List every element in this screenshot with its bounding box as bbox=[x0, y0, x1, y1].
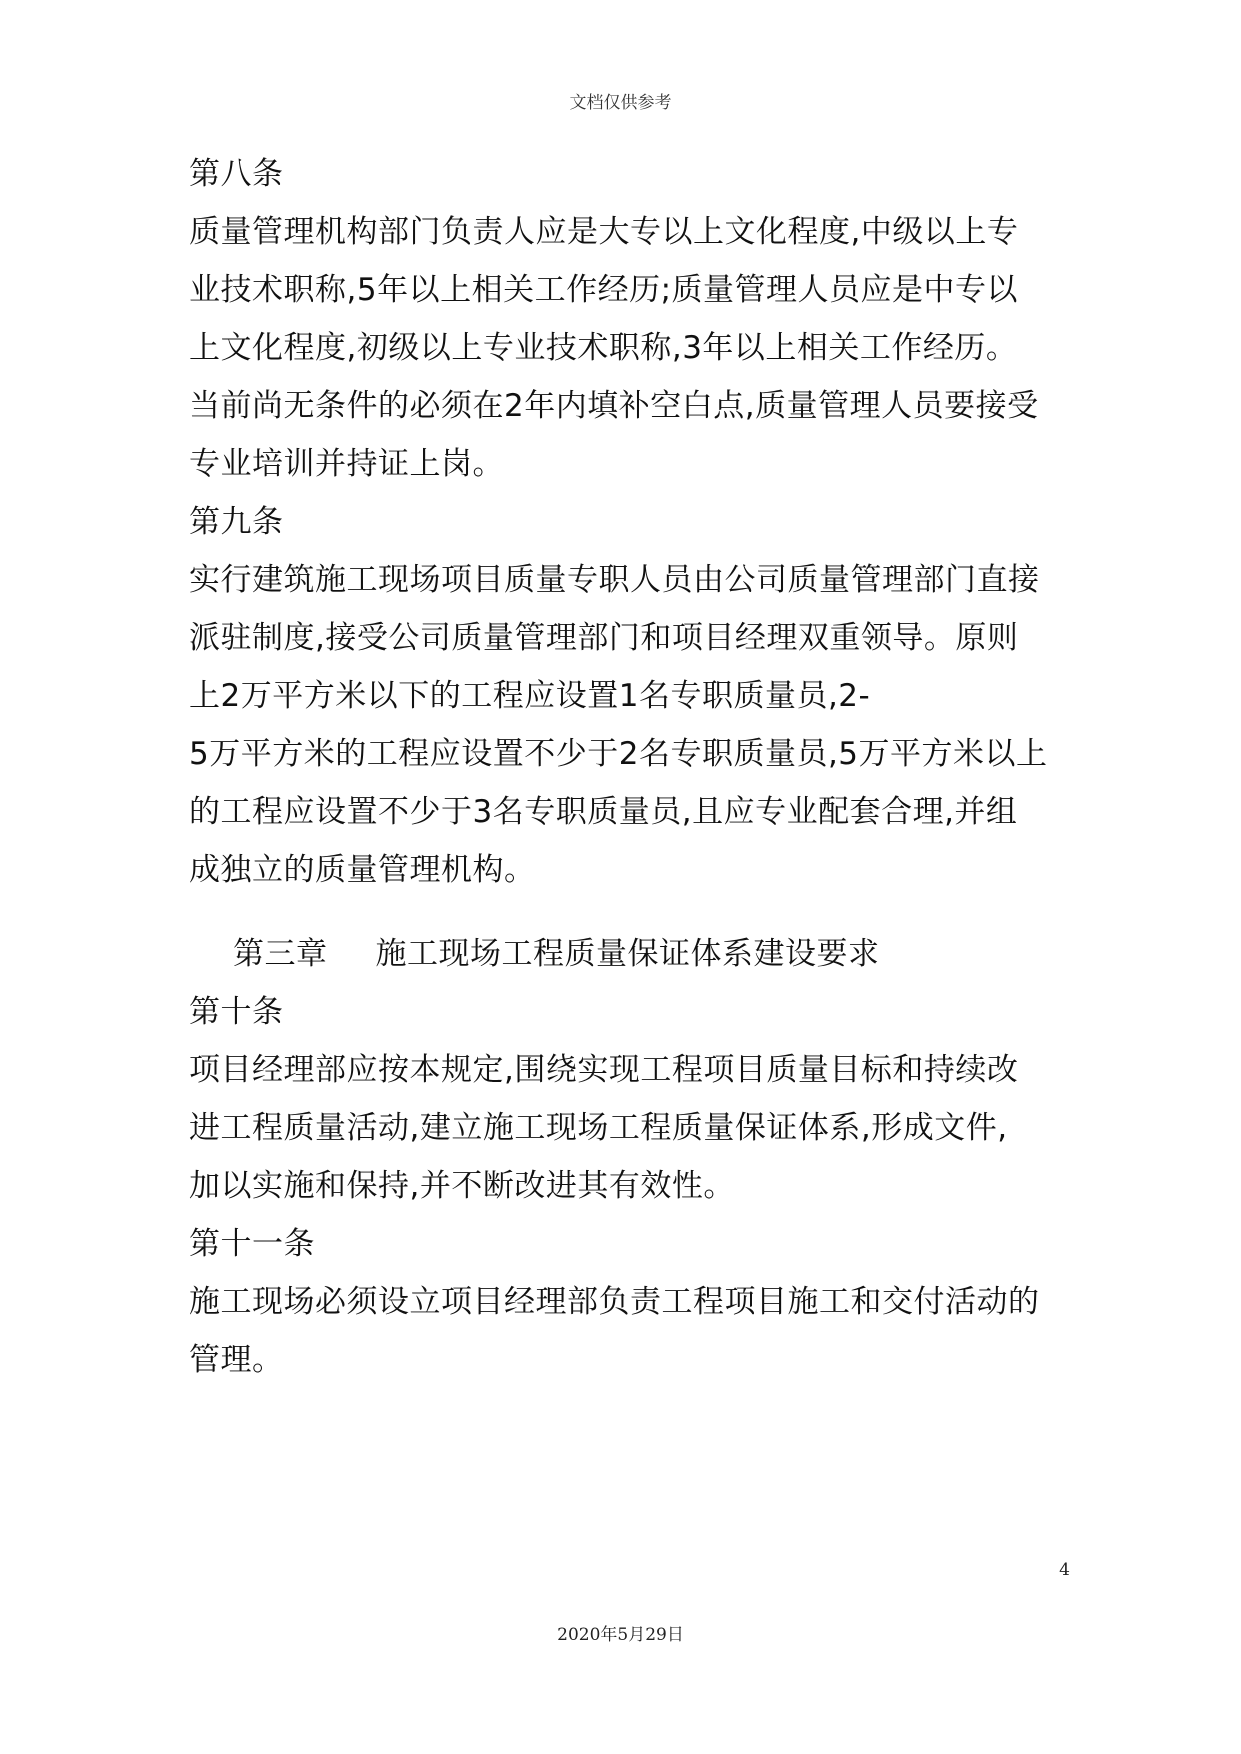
paragraph-line: 成独立的质量管理机构。 bbox=[189, 852, 536, 888]
paragraph-line: 专业培训并持证上岗。 bbox=[189, 446, 504, 482]
article-title: 第十条 bbox=[189, 994, 284, 1030]
paragraph-line: 实行建筑施工现场项目质量专职人员由公司质量管理部门直接 bbox=[189, 562, 1040, 598]
paragraph-line: 质量管理机构部门负责人应是大专以上文化程度,中级以上专 bbox=[189, 214, 1019, 250]
article-title: 第十一条 bbox=[189, 1226, 315, 1262]
chapter-heading bbox=[233, 928, 880, 973]
paragraph-line: 项目经理部应按本规定,围绕实现工程项目质量目标和持续改 bbox=[189, 1052, 1019, 1088]
page-header: 文档仅供参考 bbox=[569, 93, 672, 113]
article-title: 第九条 bbox=[189, 504, 284, 540]
paragraph-line: 上文化程度,初级以上专业技术职称,3年以上相关工作经历。 bbox=[189, 330, 1018, 366]
article-title: 第八条 bbox=[189, 156, 284, 192]
paragraph-line: 当前尚无条件的必须在2年内填补空白点,质量管理人员要接受 bbox=[189, 388, 1039, 424]
page-number: 4 bbox=[1059, 1560, 1070, 1580]
footer-date: 2020年5月29日 bbox=[557, 1625, 684, 1645]
paragraph-line: 5万平方米的工程应设置不少于2名专职质量员,5万平方米以上 bbox=[189, 736, 1048, 772]
paragraph-line: 派驻制度,接受公司质量管理部门和项目经理双重领导。原则 bbox=[189, 620, 1019, 656]
paragraph-line: 施工现场必须设立项目经理部负责工程项目施工和交付活动的 bbox=[189, 1284, 1040, 1320]
paragraph-line: 加以实施和保持,并不断改进其有效性。 bbox=[189, 1168, 735, 1204]
paragraph-line: 管理。 bbox=[189, 1342, 284, 1378]
chapter-title: 施工现场工程质量保证体系建设要求 bbox=[375, 936, 880, 972]
paragraph-line: 上2万平方米以下的工程应设置1名专职质量员,2- bbox=[189, 678, 871, 714]
paragraph-line: 的工程应设置不少于3名专职质量员,且应专业配套合理,并组 bbox=[189, 794, 1018, 830]
chapter-number: 第三章 bbox=[233, 936, 328, 972]
paragraph-line: 进工程质量活动,建立施工现场工程质量保证体系,形成文件, bbox=[189, 1110, 1008, 1146]
paragraph-line: 业技术职称,5年以上相关工作经历;质量管理人员应是中专以 bbox=[189, 272, 1019, 308]
